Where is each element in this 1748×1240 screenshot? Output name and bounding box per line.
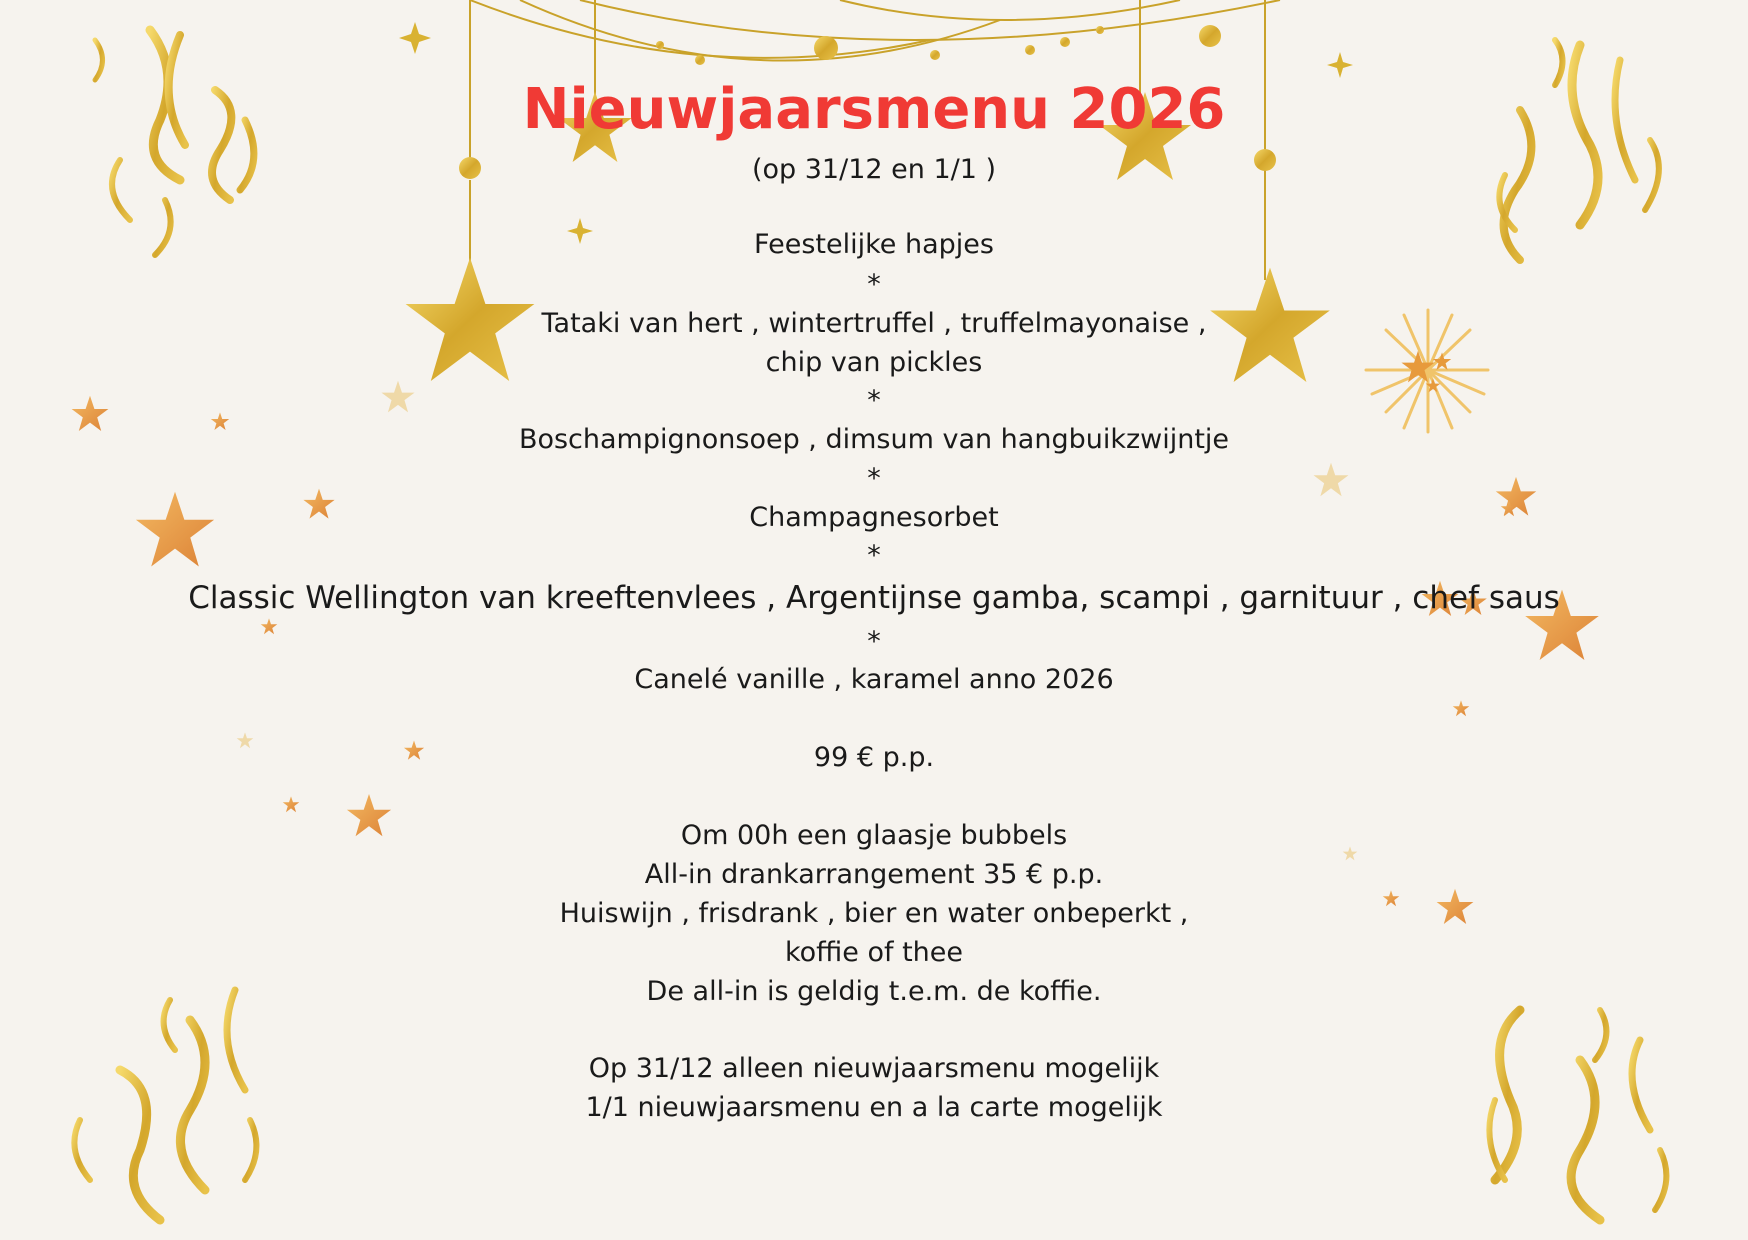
drinks-line-1: Om 00h een glaasje bubbels	[680, 820, 1068, 851]
menu-subtitle: (op 31/12 en 1/1 )	[751, 154, 997, 185]
course-sorbet: Champagnesorbet	[749, 502, 999, 533]
course-separator: *	[867, 269, 881, 300]
drinks-line-3: Huiswijn , frisdrank , bier en water onbeperkt ,	[559, 898, 1189, 929]
menu-price: 99 € p.p.	[813, 742, 935, 773]
drinks-line-4: koffie of thee	[784, 937, 964, 968]
course-soep: Boschampignonsoep , dimsum van hangbuikzwijntje	[518, 424, 1230, 455]
course-separator: *	[867, 463, 881, 494]
note-line-2: 1/1 nieuwjaarsmenu en a la carte mogelijk	[585, 1092, 1163, 1123]
course-separator: *	[867, 540, 881, 571]
course-separator: *	[867, 626, 881, 657]
note-line-1: Op 31/12 alleen nieuwjaarsmenu mogelijk	[588, 1053, 1160, 1084]
course-tataki-line-1: Tataki van hert , wintertruffel , truffelmayonaise ,	[541, 308, 1207, 339]
drinks-line-2: All-in drankarrangement 35 € p.p.	[644, 859, 1104, 890]
drinks-line-5: De all-in is geldig t.e.m. de koffie.	[646, 976, 1102, 1007]
course-wellington: Classic Wellington van kreeftenvlees , Argentijnse gamba, scampi , garnituur , chef saus	[188, 580, 1560, 616]
course-separator: *	[867, 385, 881, 416]
course-hapjes: Feestelijke hapjes	[754, 229, 994, 260]
course-tataki-line-2: chip van pickles	[765, 347, 983, 378]
course-dessert: Canelé vanille , karamel anno 2026	[634, 664, 1114, 695]
menu-title: Nieuwjaarsmenu 2026	[522, 77, 1226, 142]
